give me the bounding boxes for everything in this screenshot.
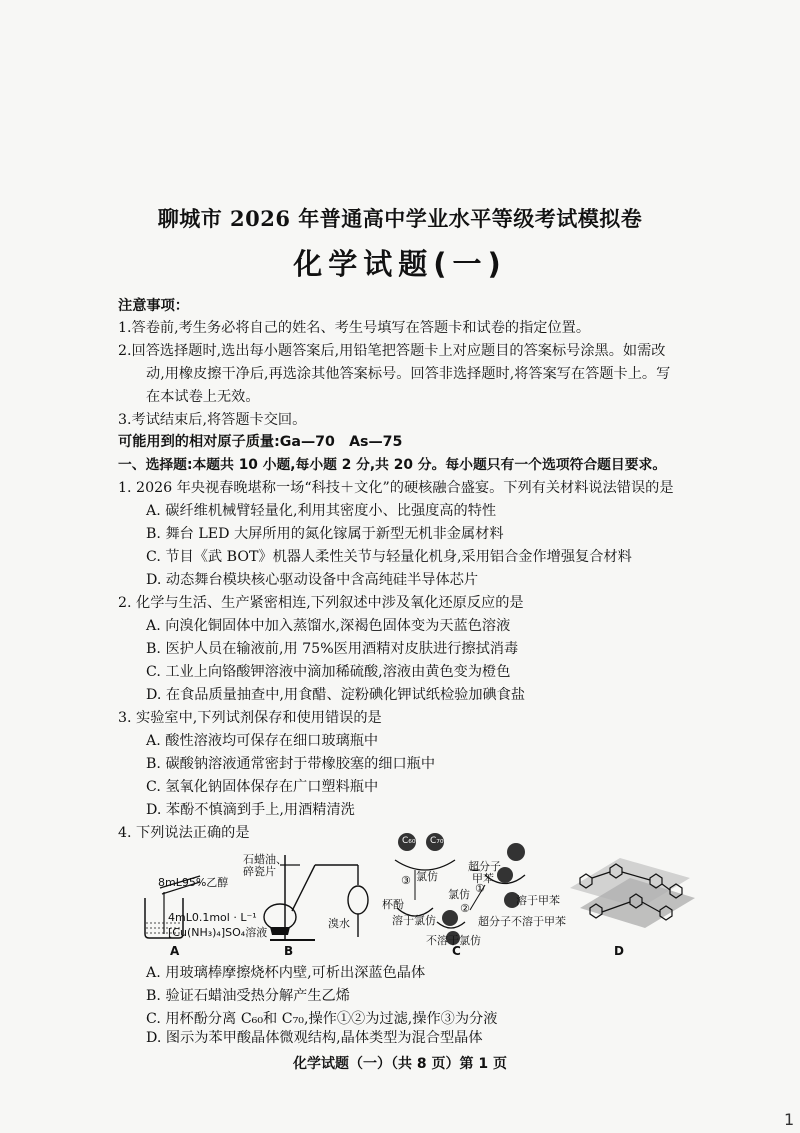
figure-c-c70: C₇₀ xyxy=(430,836,444,846)
notice-item-2-cont2: 在本试卷上无效。 xyxy=(146,389,260,405)
notice-item-2: 2.回答选择题时,选出每小题答案后,用铅笔把答题卡上对应题目的答案标号涂黑。如需改 xyxy=(118,343,666,359)
figure-c-insoluble-chloroform: 不溶于氯仿 xyxy=(426,934,481,947)
figure-a-caption: A xyxy=(170,944,180,958)
figure-a-label-solution: [Cu(NH₃)₄]SO₄溶液 xyxy=(168,926,268,939)
notice-item-3: 3.考试结束后,将答题卡交回。 xyxy=(118,412,307,428)
figure-c-step3: ③ xyxy=(401,874,411,887)
figure-c-step2: ② xyxy=(460,902,470,915)
q4-option-b: B. 验证石蜡油受热分解产生乙烯 xyxy=(146,988,350,1004)
q3-option-c: C. 氢氧化钠固体保存在广口塑料瓶中 xyxy=(146,779,379,795)
figure-d-caption: D xyxy=(614,944,624,958)
figure-c-c60: C₆₀ xyxy=(402,836,416,846)
atomic-mass-line: 可能用到的相对原子质量:Ga—70 As—75 xyxy=(118,434,403,450)
q1-option-b: B. 舞台 LED 大屏所用的氮化镓属于新型无机非金属材料 xyxy=(146,526,504,542)
figure-c-chloroform-2: 氯仿 xyxy=(448,888,470,901)
q1-stem: 1. 2026 年央视春晚堪称一场“科技＋文化”的硬核融合盛宴。下列有关材料说法错误的是 xyxy=(118,480,674,496)
q4-option-a: A. 用玻璃棒摩擦烧杯内壁,可析出深蓝色晶体 xyxy=(146,965,426,981)
figure-a-label-ethanol: 8mL95%乙醇 xyxy=(158,876,229,889)
figure-c-supramolecule-insoluble: 超分子不溶于甲苯 xyxy=(478,915,566,928)
notice-heading: 注意事项： xyxy=(118,298,189,314)
figure-c-step1: ① xyxy=(475,882,485,895)
q2-option-c: C. 工业上向铬酸钾溶液中滴加稀硫酸,溶液由黄色变为橙色 xyxy=(146,664,511,680)
section1-heading: 一、选择题:本题共 10 小题,每小题 2 分,共 20 分。每小题只有一个选项符合题目要求。 xyxy=(118,457,667,473)
notice-item-2-cont: 动,用橡皮擦干净后,再选涂其他答案标号。回答非选择题时,将答案写在答题卡上。写 xyxy=(146,366,671,382)
figure-c-supramolecule: 超分子 xyxy=(468,860,501,873)
q2-stem: 2. 化学与生活、生产紧密相连,下列叙述中涉及氧化还原反应的是 xyxy=(118,595,524,611)
q4-option-c: C. 用杯酚分离 C₆₀和 C₇₀,操作①②为过滤,操作③为分液 xyxy=(146,1011,498,1027)
q4-stem: 4. 下列说法正确的是 xyxy=(118,825,250,841)
q1-option-a: A. 碳纤维机械臂轻量化,利用其密度小、比强度高的特性 xyxy=(146,503,497,519)
figure-c-dissolve-chloroform: 溶于氯仿 xyxy=(392,914,436,927)
figure-c-toluene: 甲苯 xyxy=(472,872,494,885)
figure-c-dissolve-toluene: 溶于甲苯 xyxy=(516,894,560,907)
notice-item-1: 1.答卷前,考生务必将自己的姓名、考生号填写在答题卡和试卷的指定位置。 xyxy=(118,320,591,336)
figure-b-label-bromine: 溴水 xyxy=(328,917,350,930)
page-footer: 化学试题（一）（共 8 页）第 1 页 xyxy=(293,1056,507,1072)
q3-option-d: D. 苯酚不慎滴到手上,用酒精清洗 xyxy=(146,802,355,818)
figure-c-chloroform: 氯仿 xyxy=(416,870,438,883)
q4-option-d: D. 图示为苯甲酸晶体微观结构,晶体类型为混合型晶体 xyxy=(146,1030,483,1046)
figure-b-caption: B xyxy=(284,944,294,958)
q2-option-a: A. 向溴化铜固体中加入蒸馏水,深褐色固体变为天蓝色溶液 xyxy=(146,618,511,634)
figure-c-calixarene: 杯酚 xyxy=(382,898,404,911)
q2-option-d: D. 在食品质量抽查中,用食醋、淀粉碘化钾试纸检验加碘食盐 xyxy=(146,687,526,703)
figure-b-label-paraffin: 石蜡油、 xyxy=(243,853,287,866)
figure-b-label-porcelain: 碎瓷片 xyxy=(243,865,276,878)
q3-option-a: A. 酸性溶液均可保存在细口玻璃瓶中 xyxy=(146,733,379,749)
subject-title: 化学试题(一) xyxy=(293,247,507,281)
page-number: 1 xyxy=(784,1110,795,1129)
exam-title: 聊城市 2026 年普通高中学业水平等级考试模拟卷 xyxy=(157,206,643,231)
figure-c-caption: C xyxy=(452,944,461,958)
q1-option-d: D. 动态舞台模块核心驱动设备中含高纯硅半导体芯片 xyxy=(146,572,479,588)
q3-option-b: B. 碳酸钠溶液通常密封于带橡胶塞的细口瓶中 xyxy=(146,756,436,772)
q1-option-c: C. 节目《武 BOT》机器人柔性关节与轻量化机身,采用铝合金作增强复合材料 xyxy=(146,549,632,565)
q3-stem: 3. 实验室中,下列试剂保存和使用错误的是 xyxy=(118,710,382,726)
figure-d-crystal xyxy=(560,848,700,938)
figure-a-label-conc: 4mL0.1mol · L⁻¹ xyxy=(168,911,257,924)
q2-option-b: B. 医护人员在输液前,用 75%医用酒精对皮肤进行擦拭消毒 xyxy=(146,641,519,657)
